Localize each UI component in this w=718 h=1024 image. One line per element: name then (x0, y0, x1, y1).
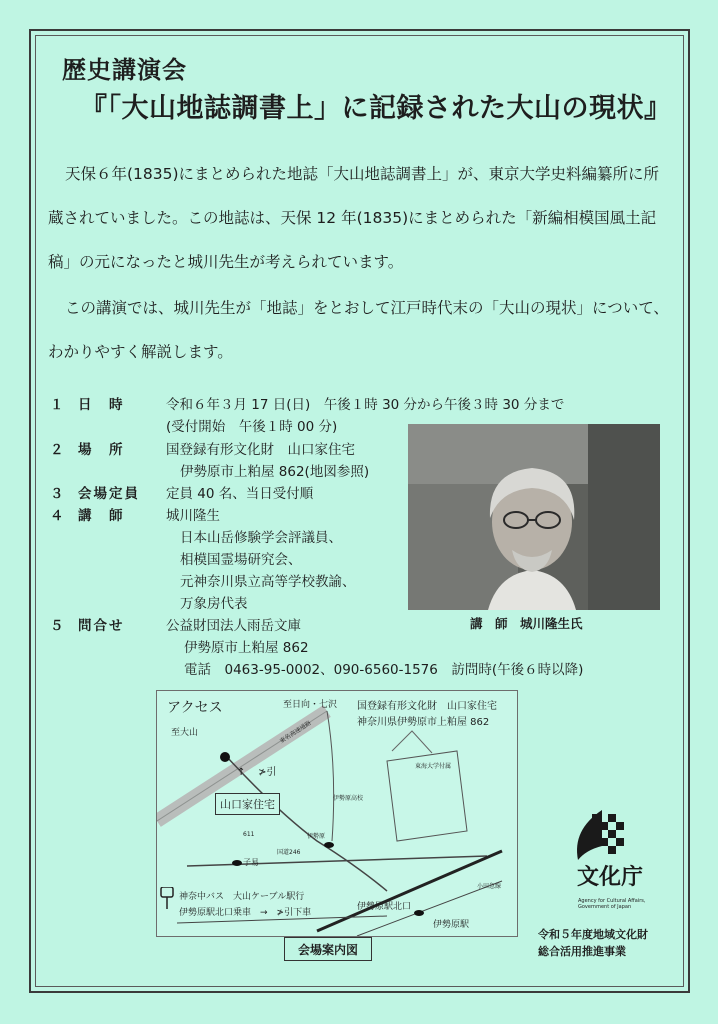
lecturer-role: 元神奈川県立高等学校教諭、 (180, 574, 356, 590)
map-isehara-hs: 伊勢原高校 (333, 795, 364, 802)
map-highway: 東名高速道路 (278, 719, 313, 746)
detail-value-lecturer: 城川隆生 (166, 508, 220, 524)
map-venue-address: 神奈川県伊勢原市上粕屋 862 (357, 717, 490, 728)
detail-label-capacity: 会場定員 (78, 486, 140, 502)
map-to-oyama: 至大山 (171, 728, 199, 738)
program-name (538, 926, 648, 960)
agency-emblem-icon (562, 800, 672, 910)
contact-phone: 電話 0463-95-0002、090-6560-1576 訪問時(午後６時以降) (184, 662, 584, 678)
detail-number: ２ (50, 442, 64, 458)
map-pin-label: 山口家住宅 (215, 793, 280, 815)
detail-sub-datetime: (受付開始 午後１時 00 分) (166, 419, 338, 435)
bus-icon (159, 887, 175, 903)
detail-value-venue: 国登録有形文化財 山口家住宅 (166, 442, 355, 458)
map-kohiki: ↑ ≯引 (237, 767, 277, 778)
bus-line-2: 伊勢原駅北口乗車 → ≯引下車 (179, 908, 312, 918)
agency-logo (562, 800, 672, 910)
map-route611: 611 (243, 831, 255, 838)
detail-number: ３ (50, 486, 64, 502)
map-school: 東海大学付属 (415, 763, 452, 770)
detail-number: １ (50, 397, 64, 413)
detail-number: ４ (50, 508, 64, 524)
detail-label-datetime: 日 時 (78, 397, 125, 413)
access-map (156, 690, 518, 937)
program-line-1: 令和５年度地域文化財 (538, 928, 648, 941)
map-to-hinata: 至日向・七沢 (283, 700, 338, 710)
detail-value-contact: 公益財団法人雨岳文庫 (166, 618, 301, 634)
intro-paragraph-1 (48, 152, 673, 284)
lecturer-role: 相模国霊場研究会、 (180, 552, 302, 568)
portrait-illustration (408, 424, 660, 610)
bus-line-1: 神奈中バス 大山ケーブル駅行 (179, 892, 305, 902)
detail-value-capacity: 定員 40 名、当日受付順 (166, 486, 314, 502)
map-station-north: 伊勢原駅北口 (357, 902, 412, 912)
detail-label-lecturer: 講 師 (78, 508, 125, 524)
map-caption: 会場案内図 (284, 937, 372, 961)
map-route246: 国道246 (277, 849, 301, 856)
lecturer-photo (408, 424, 660, 610)
map-venue-name: 国登録有形文化財 山口家住宅 (357, 701, 497, 712)
map-station: 伊勢原駅 (433, 920, 470, 930)
detail-value-datetime: 令和６年３月 17 日(日) 午後１時 30 分から午後３時 30 分まで (166, 397, 565, 413)
intro-text-1: 天保６年(1835)にまとめられた地誌「大山地誌調書上」が、東京大学史料編纂所に所蔵されていました。この地誌は、天保 12 年(1835)にまとめられた「新編相模国風土記稿」の元になったと城川先生が考えられています。 (48, 165, 660, 271)
detail-sub-venue: 伊勢原市上粕屋 862(地図参照) (180, 464, 370, 480)
detail-label-contact: 問合せ (78, 618, 125, 634)
intro-text-2: この講演では、城川先生が「地誌」をとおして江戸時代末の「大山の現状」について、わかりやすく解説します。 (48, 299, 669, 361)
lecturer-role: 日本山岳修験学会評議員、 (180, 530, 342, 546)
map-isehara-pass: 伊勢原 (307, 833, 326, 840)
event-title: 『「大山地誌調書上」に記録された大山の現状』 (80, 93, 672, 124)
contact-address: 伊勢原市上粕屋 862 (184, 640, 309, 656)
lecturer-role: 万象房代表 (180, 596, 248, 612)
map-kodaten: 子易 (243, 858, 259, 867)
photo-caption: 講 師 城川隆生氏 (470, 616, 583, 631)
intro-paragraph-2 (48, 286, 673, 374)
map-heading: アクセス (167, 700, 223, 716)
agency-name: 文化庁 (576, 864, 644, 890)
detail-number: ５ (50, 618, 64, 634)
program-line-2: 総合活用推進事業 (538, 945, 626, 958)
agency-name-en: Agency for Cultural Affairs, Government of Japan (578, 898, 646, 910)
map-odakyu: 小田急線 (477, 883, 502, 890)
event-series: 歴史講演会 (62, 56, 187, 84)
detail-label-venue: 場 所 (78, 442, 125, 458)
